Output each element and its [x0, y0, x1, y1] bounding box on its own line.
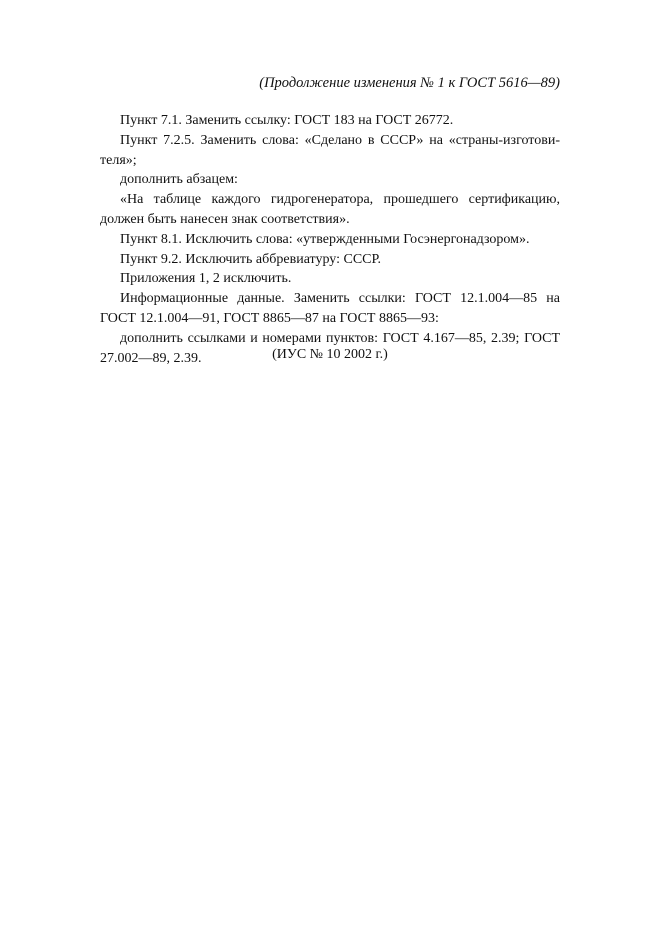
paragraph-add-abzac: дополнить абзацем:: [120, 172, 238, 188]
document-body: [100, 111, 560, 368]
page-header: (Продолжение изменения № 1 к ГОСТ 5616—89): [259, 75, 560, 91]
paragraph-info-data: Информационные данные. Заменить ссылки: ГОСТ 12.1.004—85 на ГОСТ 12.1.004—91, ГОСТ 8865—87 на ГОСТ 8865—93:: [100, 291, 560, 326]
paragraph-9-2: Пункт 9.2. Исключить аббревиатуру: СССР.: [120, 251, 382, 267]
paragraph-7-2-5: Пункт 7.2.5. Заменить слова: «Сделано в СССР» на «страны-изготови-теля»;: [100, 132, 560, 168]
paragraph-7-1: Пункт 7.1. Заменить ссылку: ГОСТ 183 на ГОСТ 26772.: [120, 113, 454, 128]
paragraph-appendices: Приложения 1, 2 исключить.: [120, 271, 292, 287]
ius-reference: (ИУС № 10 2002 г.): [272, 347, 388, 362]
paragraph-quote: «На таблице каждого гидрогенератора, прошедшего сертификацию, должен быть нанесен знак соответствия».: [100, 192, 560, 227]
paragraph-add-references: дополнить ссылками и номерами пунктов: ГОСТ 4.167—85, 2.39; ГОСТ 27.002—89, 2.39.: [100, 330, 560, 366]
paragraph-8-1: Пункт 8.1. Исключить слова: «утвержденными Госэнергонадзором».: [120, 231, 530, 247]
